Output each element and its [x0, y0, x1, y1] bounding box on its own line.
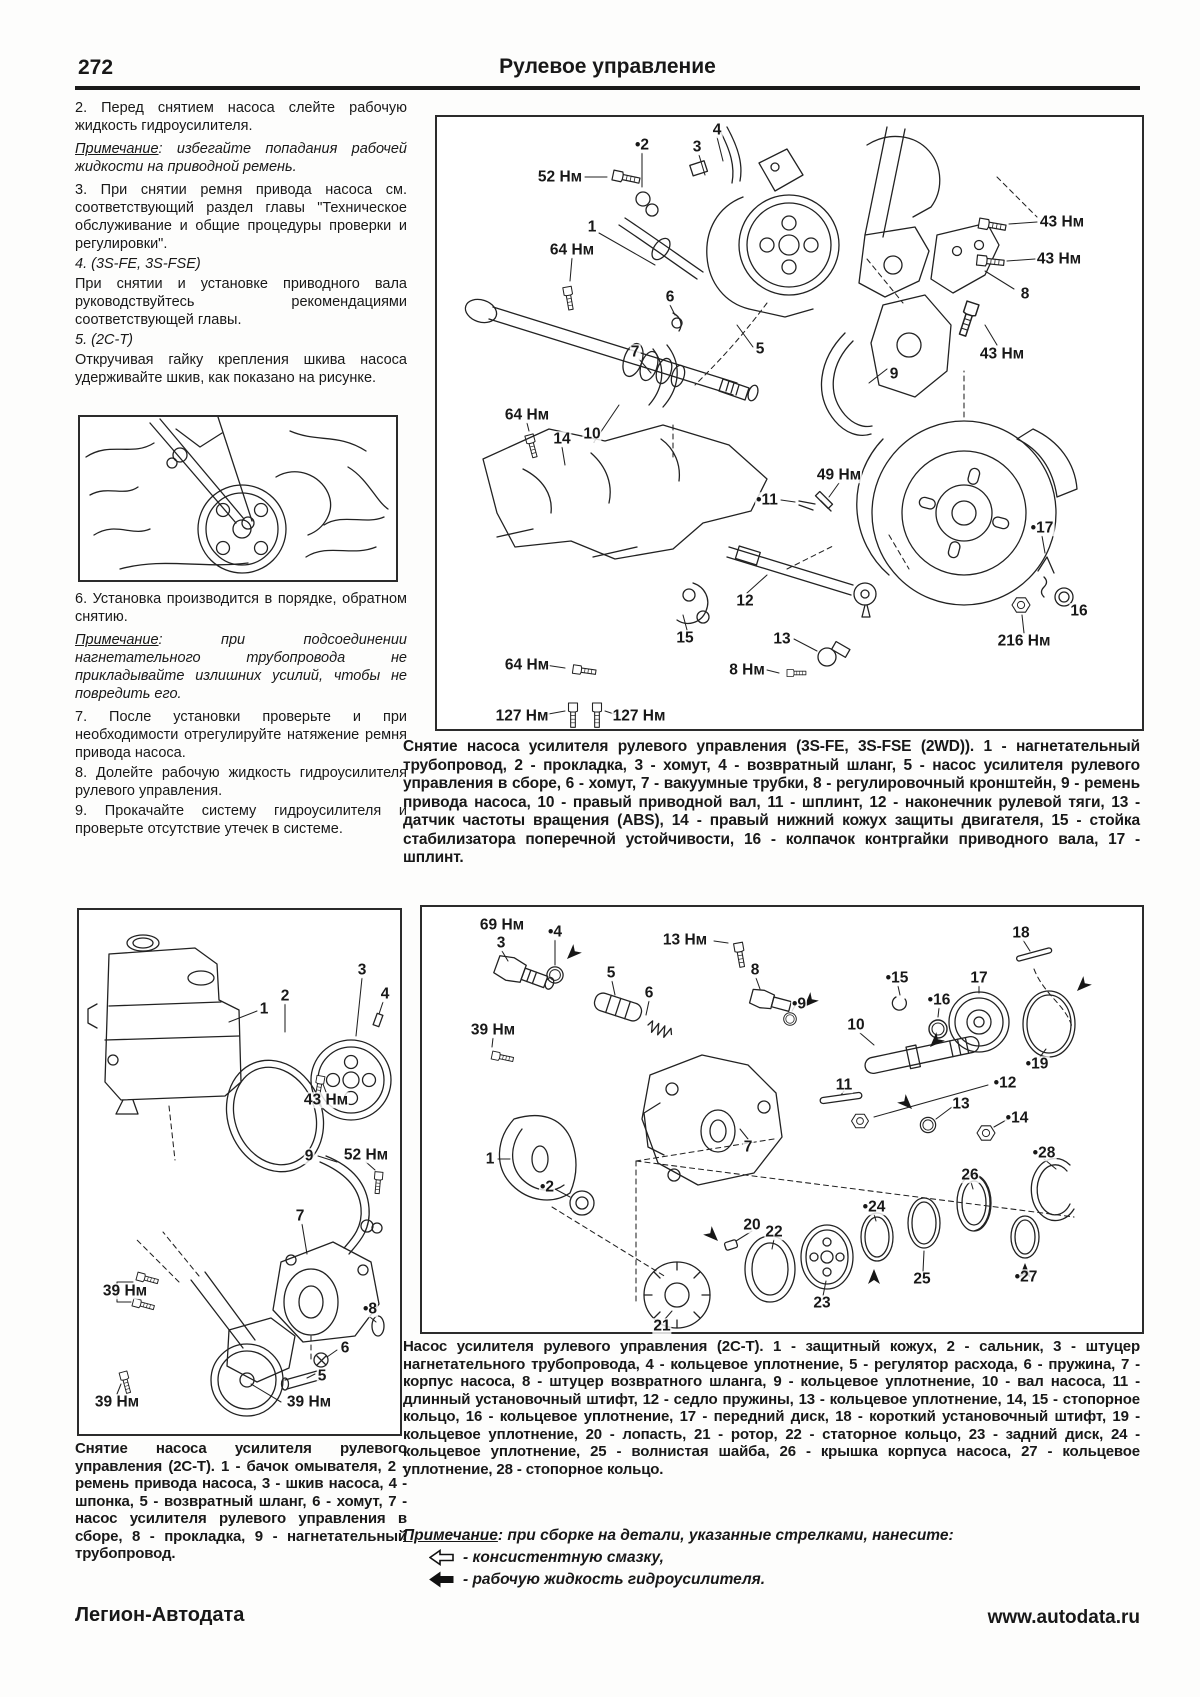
paragraph: Примечание: избегайте попадания рабочей жидкости на приводной ремень. — [75, 141, 407, 175]
paragraph: 8. Долейте рабочую жидкость гидроусилителя рулевого управления. — [75, 765, 407, 799]
part-label: 18 — [1012, 924, 1030, 942]
part-label: 13 — [773, 630, 791, 648]
part-label: 3 — [692, 138, 702, 156]
part-label: 1 — [485, 1150, 495, 1168]
hollow-left-arrow-icon — [429, 1549, 454, 1566]
part-label: 5 — [317, 1367, 327, 1385]
part-label: 23 — [813, 1294, 831, 1312]
part-label: 16 — [1070, 602, 1088, 620]
part-label: 17 — [970, 969, 988, 987]
paragraph: Откручивая гайку крепления шкива насоса удерживайте шкив, как показано на рисунке. — [75, 352, 407, 386]
part-label: 43 Нм — [1039, 213, 1085, 231]
paragraph: Примечание: при подсоединении нагнетательного трубопровода не прикладывайте излишних усилий, чтобы не повредить его. — [75, 632, 407, 702]
part-label: 64 Нм — [504, 656, 550, 674]
part-label: 43 Нм — [1036, 250, 1082, 268]
figure-pulley-holding-illustration — [78, 415, 398, 582]
part-label: 10 — [583, 425, 601, 443]
paragraph: 7. После установки проверьте и при необходимости отрегулируйте натяжение ремня привода насоса. — [75, 709, 407, 761]
part-label: 14 — [553, 430, 571, 448]
legend-fluid — [429, 1570, 1140, 1589]
part-label: 9 — [304, 1147, 314, 1165]
part-label: 43 Нм — [303, 1091, 349, 1109]
part-label: 4 — [380, 985, 390, 1003]
legend-fluid-text: - рабочую жидкость гидроусилителя. — [463, 1571, 766, 1588]
part-label: 3 — [496, 934, 506, 952]
part-label: 7 — [743, 1138, 753, 1156]
paragraph: При снятии и установке приводного вала руководствуйтесь рекомендациями соответствующей главы. — [75, 276, 407, 328]
left-column-steps-top — [75, 99, 407, 389]
part-label: 1 — [587, 218, 597, 236]
left-column-steps-bottom — [75, 590, 407, 840]
paragraph: 3. При снятии ремня привода насоса см. соответствующий раздел главы "Техническое обслуживание и общие процедуры проверки и регулировки". — [75, 182, 407, 252]
part-label: 26 — [961, 1166, 979, 1184]
note-label: Примечание — [403, 1527, 498, 1544]
part-label: 5 — [606, 964, 616, 982]
part-label: 7 — [295, 1207, 305, 1225]
part-label: 20 — [743, 1216, 761, 1234]
figure-pump-removal-3sfe-diagram — [435, 115, 1144, 731]
part-label: 11 — [835, 1076, 853, 1094]
part-label: 39 Нм — [94, 1393, 140, 1411]
part-label: •8 — [362, 1300, 378, 1318]
part-label: 39 Нм — [470, 1021, 516, 1039]
part-label: 43 Нм — [979, 345, 1025, 363]
part-label: 13 — [952, 1095, 970, 1113]
part-label: 49 Нм — [816, 466, 862, 484]
part-label: 12 — [736, 592, 754, 610]
figure-pump-exploded-2ct-diagram — [420, 905, 1144, 1334]
part-label: 7 — [630, 343, 640, 361]
part-label: •15 — [885, 969, 909, 987]
part-label: 25 — [913, 1270, 931, 1288]
legend-grease-text: - консистентную смазку, — [463, 1549, 664, 1566]
solid-left-arrow-icon — [429, 1571, 454, 1588]
paragraph: 4. (3S-FE, 3S-FSE) — [75, 256, 201, 272]
page-title: Рулевое управление — [499, 55, 716, 78]
header-rule — [75, 86, 1140, 90]
note-label: Примечание — [75, 141, 159, 157]
legend-grease — [429, 1548, 1140, 1567]
part-label: 1 — [259, 1000, 269, 1018]
part-label: •24 — [862, 1198, 886, 1216]
part-label: 22 — [765, 1223, 783, 1241]
part-label: 8 Нм — [729, 661, 765, 679]
caption-left-figure: Снятие насоса усилителя рулевого управления (2C-T). 1 - бачок омывателя, 2 - ремень привода насоса, 3 - шкив насоса, 4 - шпонка, 5 - возвратный шланг, 6 - хомут, 7 - насос усилителя рулевого управления в сборе, 8 - прокладка, 9 - нагнетательный трубопровод. — [75, 1440, 407, 1562]
part-label: 64 Нм — [504, 406, 550, 424]
paragraph: 2. Перед снятием насоса слейте рабочую жидкость гидроусилителя. — [75, 100, 407, 134]
part-label: 52 Нм — [343, 1146, 389, 1164]
caption-right-figure: Насос усилителя рулевого управления (2C-T). 1 - защитный кожух, 2 - сальник, 3 - штуцер нагнетательного трубопровода, 4 - кольцевое уплотнение, 5 - регулятор расхода, 6 - пружина, 7 - корпус насоса, 8 - штуцер возвратного шланга, 9 - кольцевое уплотнение, 10 - вал насоса, 11 - длинный установочный штифт, 12 - седло пружины, 13 - кольцевое уплотнение, 14, 15 - стопорное кольцо, 16 - кольцевое уплотнение, 17 - передний диск, 18 - короткий установочный штифт, 19 - кольцевое уплотнение, 20 - лопасть, 21 - ротор, 22 - статорное кольцо, 23 - задний диск, 24 - кольцевое уплотнение, 25 - волнистая шайба, 26 - крышка корпуса насоса, 27 - кольцевое уплотнение, 28 - стопорное кольцо. — [403, 1338, 1140, 1478]
part-label: •19 — [1025, 1055, 1049, 1073]
part-label: 13 Нм — [662, 931, 708, 949]
assembly-note — [403, 1526, 1140, 1589]
part-label: •27 — [1014, 1268, 1038, 1286]
part-label: •2 — [539, 1178, 555, 1196]
paragraph: 9. Прокачайте систему гидроусилителя и проверьте отсутствие утечек в системе. — [75, 803, 407, 837]
part-label: 15 — [676, 629, 694, 647]
part-label: 39 Нм — [102, 1282, 148, 1300]
figure-pump-removal-2ct-diagram — [77, 908, 402, 1436]
part-label: •16 — [927, 991, 951, 1009]
part-label: •28 — [1032, 1144, 1056, 1162]
part-label: •17 — [1030, 519, 1054, 537]
part-label: •4 — [547, 923, 563, 941]
part-label: 39 Нм — [286, 1393, 332, 1411]
caption-top-figure: Снятие насоса усилителя рулевого управления (3S-FE, 3S-FSE (2WD)). 1 - нагнетательный трубопровод, 2 - прокладка, 3 - хомут, 4 - возвратный шланг, 5 - насос усилителя рулевого управления в сборе, 6 - хомут, 7 - вакуумные трубки, 8 - регулировочный кронштейн, 9 - ремень привода насоса, 10 - правый приводной вал, 11 - шплинт, 12 - наконечник рулевой тяги, 13 - датчик частоты вращения (ABS), 14 - правый нижний кожух защиты двигателя, 15 - стойка стабилизатора поперечной устойчивости, 16 - колпачок контргайки приводного вала, 17 - шплинт. — [403, 738, 1140, 866]
paragraph: 5. (2C-T) — [75, 332, 133, 348]
note-label: Примечание — [75, 632, 159, 648]
part-label: •12 — [993, 1074, 1017, 1092]
part-label: 4 — [712, 121, 722, 139]
part-label: 127 Нм — [612, 707, 666, 725]
part-label: 6 — [665, 288, 675, 306]
part-label: 9 — [889, 365, 899, 383]
part-label: 8 — [1020, 285, 1030, 303]
part-label: 127 Нм — [495, 707, 549, 725]
part-label: 64 Нм — [549, 241, 595, 259]
publisher-name: Легион-Автодата — [75, 1604, 245, 1626]
paragraph: 6. Установка производится в порядке, обратном снятию. — [75, 591, 407, 625]
part-label: 10 — [847, 1016, 865, 1034]
part-label: •11 — [756, 491, 778, 509]
part-label: •14 — [1005, 1109, 1029, 1127]
page-number: 272 — [78, 56, 114, 79]
website-url: www.autodata.ru — [987, 1607, 1140, 1628]
part-label: •2 — [634, 136, 650, 154]
part-label: 8 — [750, 961, 760, 979]
part-label: 52 Нм — [537, 168, 583, 186]
part-label: 6 — [644, 984, 654, 1002]
part-label: 2 — [280, 987, 290, 1005]
part-label: 5 — [755, 340, 765, 358]
part-label: 69 Нм — [479, 916, 525, 934]
part-label: 3 — [357, 961, 367, 979]
part-label: •9 — [791, 995, 807, 1013]
part-label: 216 Нм — [997, 632, 1051, 650]
part-label: 6 — [340, 1339, 350, 1357]
assembly-note-text: Примечание: при сборке на детали, указанные стрелками, нанесите: — [403, 1527, 954, 1544]
part-label: 21 — [653, 1317, 671, 1335]
